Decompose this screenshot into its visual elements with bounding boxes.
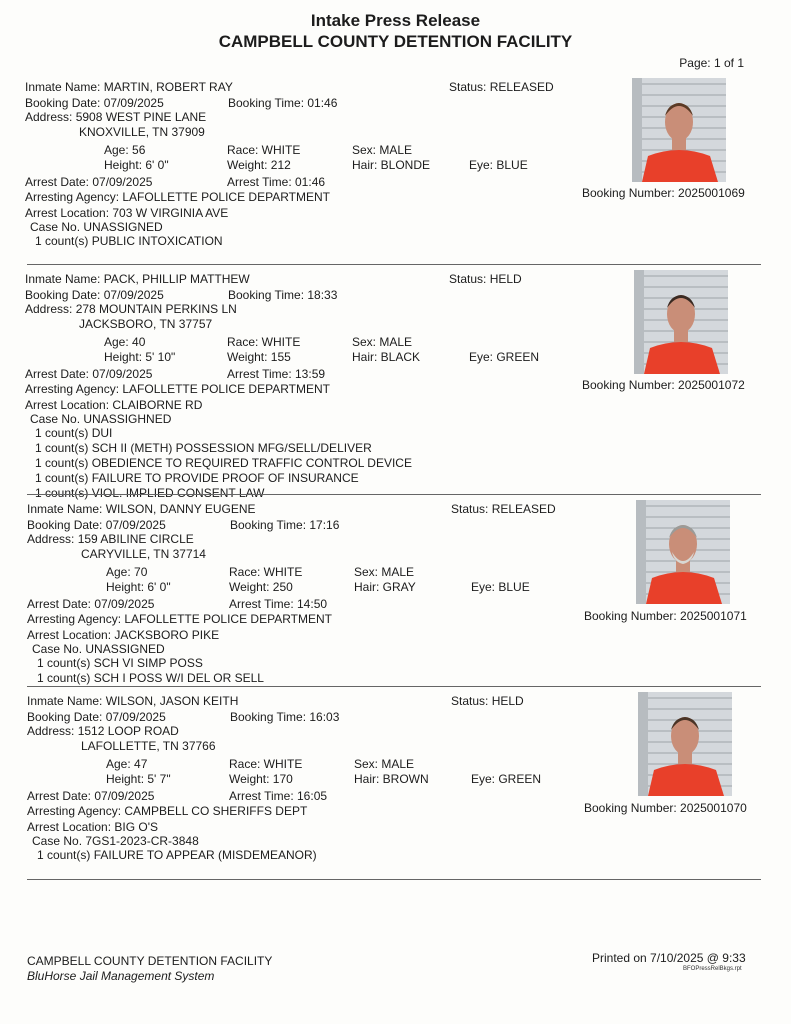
booking-date: Booking Date: 07/09/2025 [27, 710, 166, 724]
page-number: Page: 1 of 1 [679, 56, 744, 70]
booking-time: Booking Time: 01:46 [228, 96, 338, 110]
arresting-agency: Arresting Agency: LAFOLLETTE POLICE DEPARTMENT [25, 190, 330, 204]
weight: Weight: 170 [229, 772, 293, 786]
arrest-location: Arrest Location: JACKSBORO PIKE [27, 628, 220, 642]
race: Race: WHITE [229, 757, 303, 771]
arrest-time: Arrest Time: 16:05 [229, 789, 328, 803]
arrest-location: Arrest Location: CLAIBORNE RD [25, 398, 203, 412]
mugshot-photo [638, 692, 732, 796]
mugshot-photo [636, 500, 730, 604]
record-divider [27, 264, 761, 265]
status: Status: RELEASED [451, 502, 556, 516]
hair: Hair: GRAY [354, 580, 416, 594]
charge-item: 1 count(s) FAILURE TO APPEAR (MISDEMEANOR) [37, 848, 317, 862]
address-city: JACKSBORO, TN 37757 [79, 317, 213, 331]
case-number: Case No. UNASSIGNED [30, 220, 163, 234]
arrest-date: Arrest Date: 07/09/2025 [25, 175, 153, 189]
sex: Sex: MALE [352, 143, 413, 157]
age: Age: 70 [106, 565, 148, 579]
race: Race: WHITE [227, 335, 301, 349]
booking-date: Booking Date: 07/09/2025 [27, 518, 166, 532]
booking-time: Booking Time: 16:03 [230, 710, 340, 724]
inmate-name: Inmate Name: PACK, PHILLIP MATTHEW [25, 272, 250, 286]
mugshot-photo [634, 270, 728, 374]
footer-facility: CAMPBELL COUNTY DETENTION FACILITY [27, 954, 273, 968]
hair: Hair: BROWN [354, 772, 429, 786]
arresting-agency: Arresting Agency: LAFOLLETTE POLICE DEPARTMENT [27, 612, 332, 626]
height: Height: 6' 0" [106, 580, 171, 594]
race: Race: WHITE [229, 565, 303, 579]
booking-date: Booking Date: 07/09/2025 [25, 288, 164, 302]
address-line: Address: 5908 WEST PINE LANE [25, 110, 207, 124]
case-number: Case No. UNASSIGNED [32, 642, 165, 656]
status: Status: RELEASED [449, 80, 554, 94]
record-divider [27, 686, 761, 687]
status: Status: HELD [449, 272, 522, 286]
charge-item: 1 count(s) SCH VI SIMP POSS [37, 656, 203, 670]
charge-item: 1 count(s) SCH I POSS W/I DEL OR SELL [37, 671, 264, 685]
charge-item: 1 count(s) VIOL. IMPLIED CONSENT LAW [35, 486, 265, 500]
inmate-name: Inmate Name: WILSON, DANNY EUGENE [27, 502, 256, 516]
charge-item: 1 count(s) OBEDIENCE TO REQUIRED TRAFFIC CONTROL DEVICE [35, 456, 412, 470]
arresting-agency: Arresting Agency: CAMPBELL CO SHERIFFS DEPT [27, 804, 308, 818]
age: Age: 40 [104, 335, 146, 349]
booking-number: Booking Number: 2025001069 [582, 186, 745, 200]
arrest-time: Arrest Time: 14:50 [229, 597, 328, 611]
inmate-name: Inmate Name: MARTIN, ROBERT RAY [25, 80, 233, 94]
sex: Sex: MALE [354, 565, 415, 579]
charge-item: 1 count(s) PUBLIC INTOXICATION [35, 234, 223, 248]
hair: Hair: BLONDE [352, 158, 431, 172]
record-divider [27, 879, 761, 880]
arrest-time: Arrest Time: 13:59 [227, 367, 326, 381]
address-line: Address: 278 MOUNTAIN PERKINS LN [25, 302, 237, 316]
case-number: Case No. UNASSIGHNED [30, 412, 172, 426]
booking-number: Booking Number: 2025001070 [584, 801, 747, 815]
eye: Eye: GREEN [469, 350, 540, 364]
arresting-agency: Arresting Agency: LAFOLLETTE POLICE DEPARTMENT [25, 382, 330, 396]
race: Race: WHITE [227, 143, 301, 157]
arrest-date: Arrest Date: 07/09/2025 [27, 597, 155, 611]
eye: Eye: BLUE [469, 158, 528, 172]
eye: Eye: GREEN [471, 772, 542, 786]
sex: Sex: MALE [352, 335, 413, 349]
sex: Sex: MALE [354, 757, 415, 771]
arrest-location: Arrest Location: BIG O'S [27, 820, 159, 834]
address-line: Address: 1512 LOOP ROAD [27, 724, 179, 738]
booking-time: Booking Time: 17:16 [230, 518, 340, 532]
arrest-location: Arrest Location: 703 W VIRGINIA AVE [25, 206, 229, 220]
weight: Weight: 250 [229, 580, 293, 594]
mugshot-photo [632, 78, 726, 182]
height: Height: 6' 0" [104, 158, 169, 172]
eye: Eye: BLUE [471, 580, 530, 594]
address-city: LAFOLLETTE, TN 37766 [81, 739, 216, 753]
status: Status: HELD [451, 694, 524, 708]
arrest-time: Arrest Time: 01:46 [227, 175, 326, 189]
height: Height: 5' 10" [104, 350, 176, 364]
charge-item: 1 count(s) DUI [35, 426, 113, 440]
arrest-date: Arrest Date: 07/09/2025 [27, 789, 155, 803]
printed-timestamp: Printed on 7/10/2025 @ 9:33 [592, 951, 746, 965]
report-file-name: BFOPressRelBkgs.rpt [683, 966, 742, 972]
booking-date: Booking Date: 07/09/2025 [25, 96, 164, 110]
booking-number: Booking Number: 2025001071 [584, 609, 747, 623]
booking-number: Booking Number: 2025001072 [582, 378, 745, 392]
age: Age: 47 [106, 757, 148, 771]
footer-system: BluHorse Jail Management System [27, 969, 215, 983]
case-number: Case No. 7GS1-2023-CR-3848 [32, 834, 199, 848]
weight: Weight: 155 [227, 350, 291, 364]
address-city: CARYVILLE, TN 37714 [81, 547, 206, 561]
weight: Weight: 212 [227, 158, 291, 172]
charge-item: 1 count(s) SCH II (METH) POSSESSION MFG/SELL/DELIVER [35, 441, 372, 455]
hair: Hair: BLACK [352, 350, 421, 364]
charge-item: 1 count(s) FAILURE TO PROVIDE PROOF OF INSURANCE [35, 471, 359, 485]
height: Height: 5' 7" [106, 772, 171, 786]
address-city: KNOXVILLE, TN 37909 [79, 125, 205, 139]
record-divider [27, 494, 761, 495]
inmate-name: Inmate Name: WILSON, JASON KEITH [27, 694, 239, 708]
report-title: Intake Press Release [310, 11, 481, 30]
age: Age: 56 [104, 143, 146, 157]
address-line: Address: 159 ABILINE CIRCLE [27, 532, 194, 546]
arrest-date: Arrest Date: 07/09/2025 [25, 367, 153, 381]
facility-name: CAMPBELL COUNTY DETENTION FACILITY [218, 32, 573, 51]
booking-time: Booking Time: 18:33 [228, 288, 338, 302]
